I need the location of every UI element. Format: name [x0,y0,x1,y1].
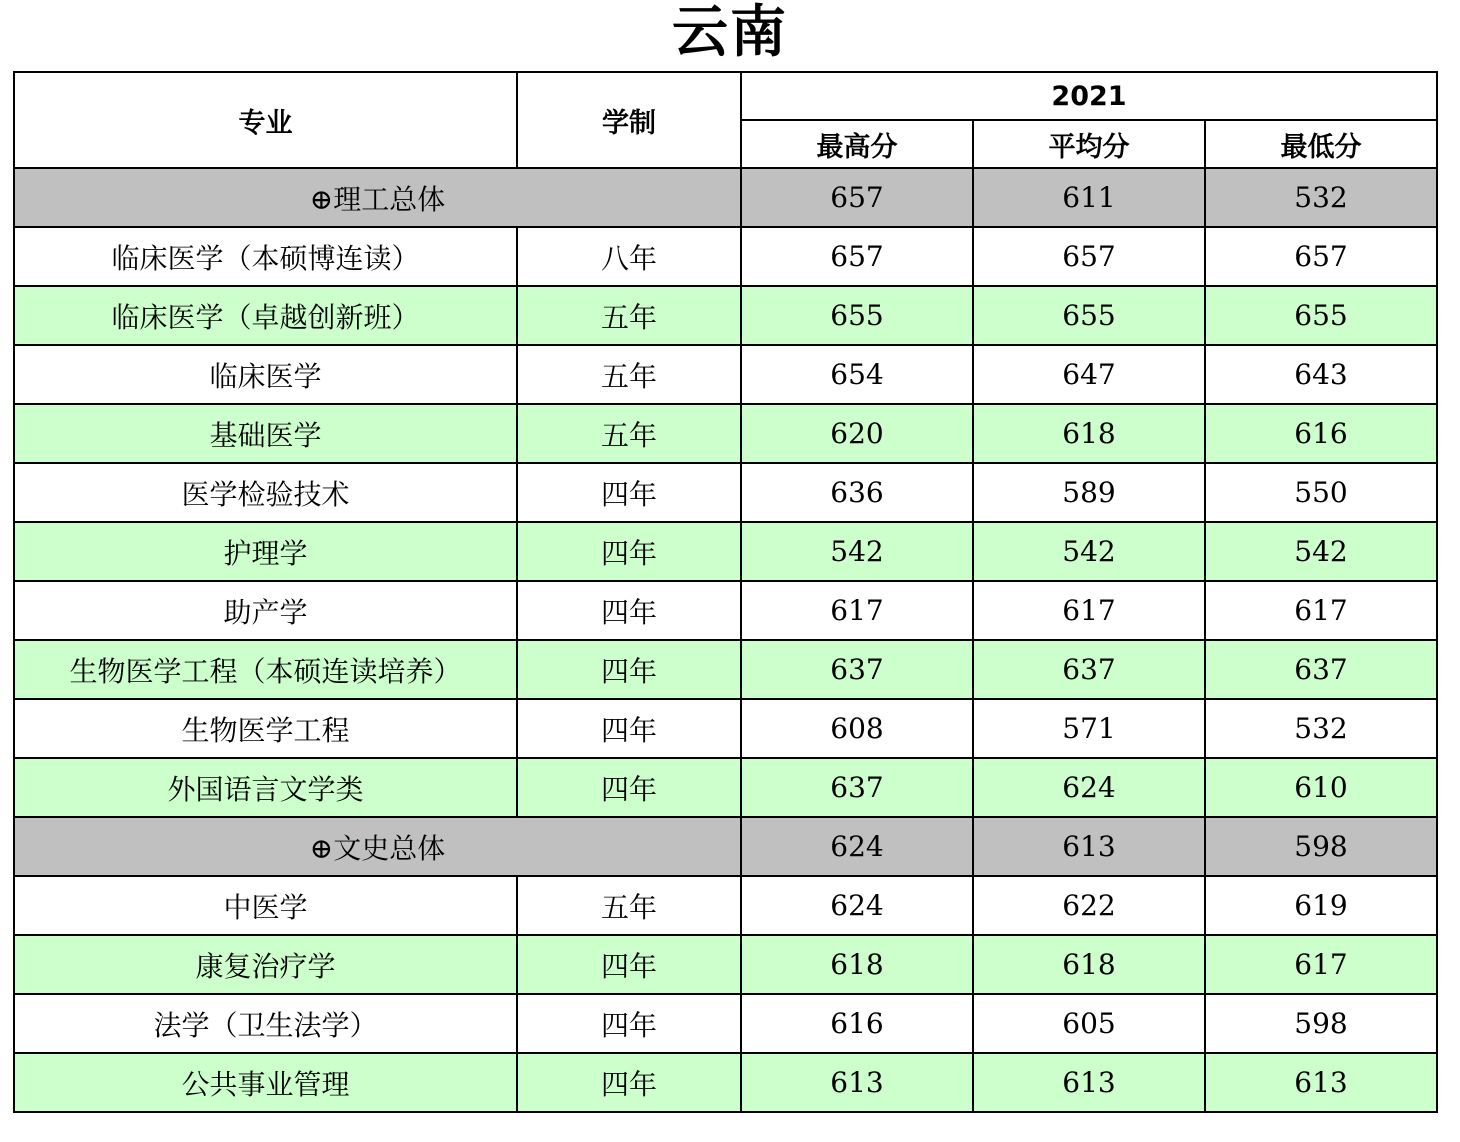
avg-score-cell: 617 [973,581,1205,640]
avg-score-cell: 647 [973,345,1205,404]
min-score-cell: 542 [1205,522,1437,581]
duration-cell: 四年 [517,640,741,699]
min-score-cell: 657 [1205,227,1437,286]
max-score-cell: 657 [741,168,973,227]
major-cell: 中医学 [14,876,517,935]
header-major: 专业 [14,72,517,168]
major-cell: 临床医学（本硕博连读） [14,227,517,286]
max-score-cell: 636 [741,463,973,522]
max-score-cell: 657 [741,227,973,286]
min-score-cell: 655 [1205,286,1437,345]
page-title: 云南 [672,0,788,65]
major-cell: 外国语言文学类 [14,758,517,817]
group-label: ⊕理工总体 [14,168,741,227]
max-score-cell: 624 [741,876,973,935]
avg-score-cell: 655 [973,286,1205,345]
min-score-cell: 613 [1205,1053,1437,1112]
max-score-cell: 613 [741,1053,973,1112]
max-score-cell: 654 [741,345,973,404]
table-row [14,758,1437,817]
table-row [14,1053,1437,1112]
header-min: 最低分 [1205,120,1437,168]
avg-score-cell: 613 [973,1053,1205,1112]
avg-score-cell: 589 [973,463,1205,522]
header-year: 2021 [741,72,1437,120]
group-label: ⊕文史总体 [14,817,741,876]
duration-cell: 五年 [517,404,741,463]
table-row [14,345,1437,404]
major-cell: 护理学 [14,522,517,581]
major-cell: 助产学 [14,581,517,640]
min-score-cell: 598 [1205,994,1437,1053]
max-score-cell: 542 [741,522,973,581]
max-score-cell: 620 [741,404,973,463]
duration-cell: 四年 [517,581,741,640]
header-duration: 学制 [517,72,741,168]
table-row [14,227,1437,286]
table-row [14,286,1437,345]
avg-score-cell: 542 [973,522,1205,581]
max-score-cell: 655 [741,286,973,345]
avg-score-cell: 657 [973,227,1205,286]
major-cell: 法学（卫生法学） [14,994,517,1053]
table-row [14,581,1437,640]
duration-cell: 四年 [517,463,741,522]
avg-score-cell: 605 [973,994,1205,1053]
major-cell: 康复治疗学 [14,935,517,994]
min-score-cell: 617 [1205,581,1437,640]
duration-cell: 四年 [517,699,741,758]
max-score-cell: 637 [741,640,973,699]
score-table [13,71,1438,1113]
table-row [14,935,1437,994]
duration-cell: 五年 [517,876,741,935]
table-row [14,404,1437,463]
table-body [14,168,1437,1112]
max-score-cell: 624 [741,817,973,876]
major-cell: 生物医学工程（本硕连读培养） [14,640,517,699]
min-score-cell: 532 [1205,168,1437,227]
major-cell: 基础医学 [14,404,517,463]
major-cell: 生物医学工程 [14,699,517,758]
min-score-cell: 610 [1205,758,1437,817]
min-score-cell: 619 [1205,876,1437,935]
min-score-cell: 643 [1205,345,1437,404]
max-score-cell: 617 [741,581,973,640]
major-cell: 临床医学 [14,345,517,404]
max-score-cell: 618 [741,935,973,994]
header-avg: 平均分 [973,120,1205,168]
table-row [14,463,1437,522]
duration-cell: 五年 [517,345,741,404]
duration-cell: 四年 [517,1053,741,1112]
min-score-cell: 598 [1205,817,1437,876]
min-score-cell: 617 [1205,935,1437,994]
max-score-cell: 616 [741,994,973,1053]
table-row [14,699,1437,758]
major-cell: 临床医学（卓越创新班） [14,286,517,345]
table-row [14,640,1437,699]
max-score-cell: 608 [741,699,973,758]
avg-score-cell: 611 [973,168,1205,227]
avg-score-cell: 613 [973,817,1205,876]
min-score-cell: 532 [1205,699,1437,758]
major-cell: 医学检验技术 [14,463,517,522]
table-row [14,994,1437,1053]
avg-score-cell: 624 [973,758,1205,817]
duration-cell: 五年 [517,286,741,345]
duration-cell: 四年 [517,994,741,1053]
min-score-cell: 616 [1205,404,1437,463]
major-cell: 公共事业管理 [14,1053,517,1112]
max-score-cell: 637 [741,758,973,817]
group-summary-row [14,817,1437,876]
avg-score-cell: 571 [973,699,1205,758]
avg-score-cell: 618 [973,935,1205,994]
header-max: 最高分 [741,120,973,168]
min-score-cell: 637 [1205,640,1437,699]
duration-cell: 八年 [517,227,741,286]
avg-score-cell: 622 [973,876,1205,935]
duration-cell: 四年 [517,935,741,994]
min-score-cell: 550 [1205,463,1437,522]
group-summary-row [14,168,1437,227]
duration-cell: 四年 [517,522,741,581]
duration-cell: 四年 [517,758,741,817]
table-row [14,876,1437,935]
avg-score-cell: 637 [973,640,1205,699]
table-row [14,522,1437,581]
avg-score-cell: 618 [973,404,1205,463]
